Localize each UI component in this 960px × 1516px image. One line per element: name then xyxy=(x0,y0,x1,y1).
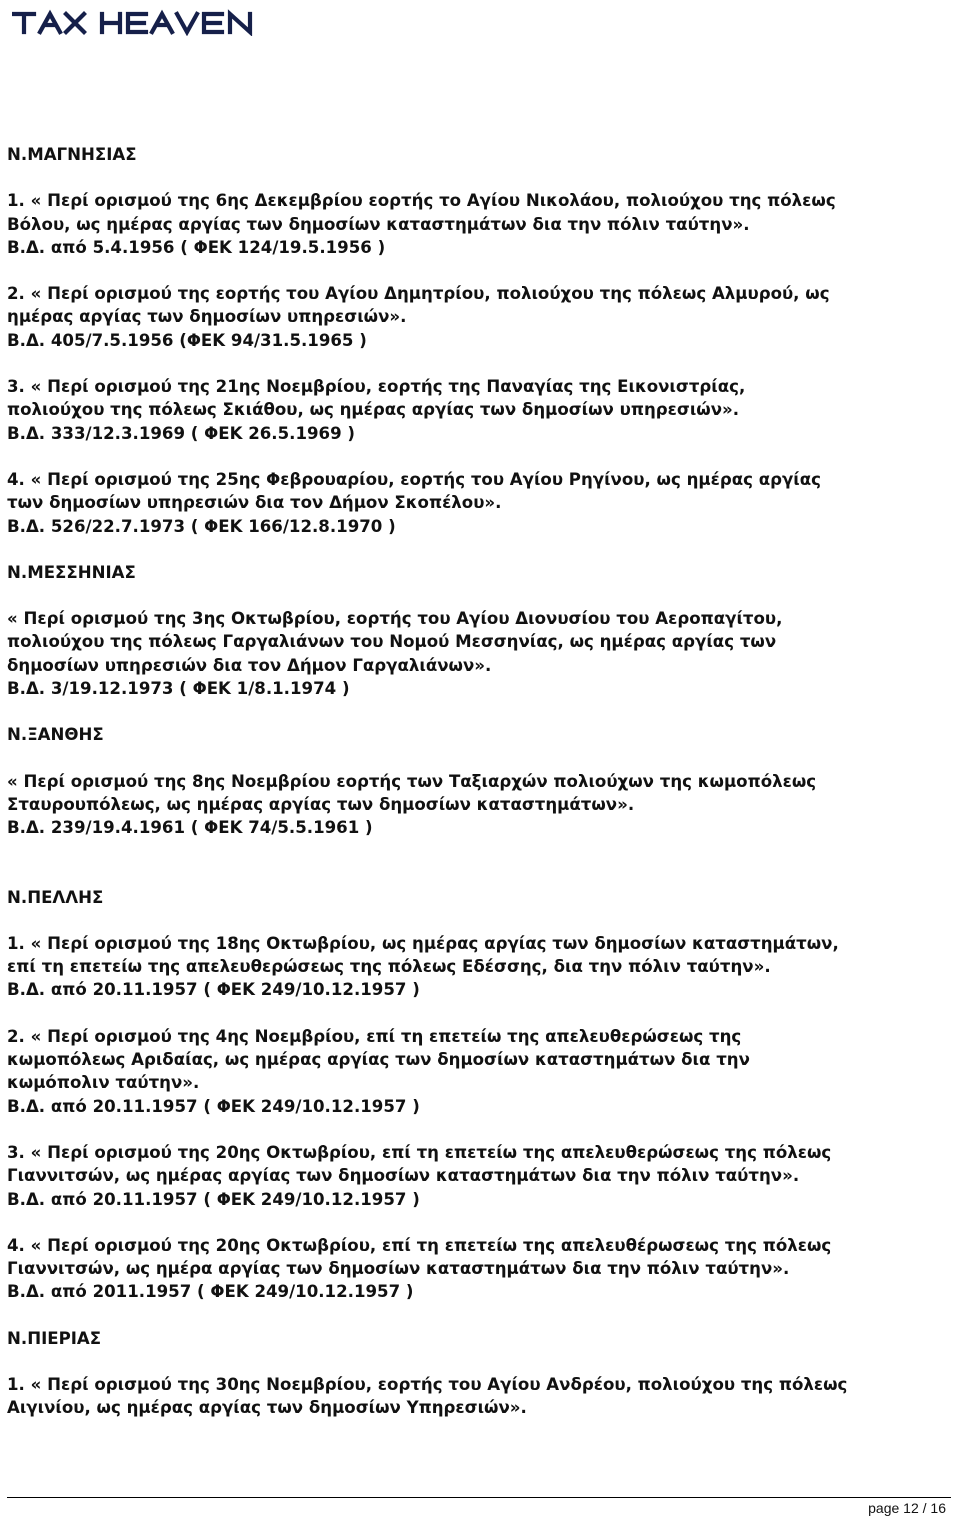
text-line: επί τη επετείω της απελευθερώσεως της πόλεως Εδέσσης, δια την πόλιν ταύτην». xyxy=(7,957,771,977)
text-line: 4. « Περί ορισμού της 25ης Φεβρουαρίου, εορτής του Αγίου Ρηγίνου, ως ημέρας αργίας xyxy=(7,469,822,489)
text-line: Αιγινίου, ως ημέρας αργίας των δημοσίων Υπηρεσιών». xyxy=(7,1398,527,1418)
decree-reference: Β.Δ. 3/19.12.1973 ( ΦΕΚ 1/8.1.1974 ) xyxy=(7,679,350,699)
decree-reference: Β.Δ. από 20.11.1957 ( ΦΕΚ 249/10.12.1957 ) xyxy=(7,980,420,1000)
section-heading-magnisia: Ν.ΜΑΓΝΗΣΙΑΣ xyxy=(7,145,137,164)
text-line: « Περί ορισμού της 8ης Νοεμβρίου εορτής των Ταξιαρχών πολιούχων της κωμοπόλεως xyxy=(7,771,817,791)
decree-reference: Β.Δ. 405/7.5.1956 (ΦΕΚ 94/31.5.1965 ) xyxy=(7,330,367,350)
text-line: 1. « Περί ορισμού της 6ης Δεκεμβρίου εορτής το Αγίου Νικολάου, πολιούχου της πόλεως xyxy=(7,191,836,211)
text-line: ημέρας αργίας των δημοσίων υπηρεσιών». xyxy=(7,307,407,327)
section-heading-messinia: Ν.ΜΕΣΣΗΝΙΑΣ xyxy=(7,562,136,582)
text-line: 2. « Περί ορισμού της εορτής του Αγίου Δημητρίου, πολιούχου της πόλεως Αλμυρού, ως xyxy=(7,284,830,304)
text-line: πολιούχου της πόλεως Γαργαλιάνων του Νομού Μεσσηνίας, ως ημέρας αργίας των xyxy=(7,632,777,652)
text-line: Γιαννιτσών, ως ημέρας αργίας των δημοσίων καταστημάτων δια την πόλιν ταύτην». xyxy=(7,1166,800,1186)
footer-divider xyxy=(7,1497,951,1498)
section-heading-pella: Ν.ΠΕΛΛΗΣ xyxy=(7,887,104,907)
text-line: 3. « Περί ορισμού της 21ης Νοεμβρίου, εορτής της Παναγίας της Εικονιστρίας, xyxy=(7,377,746,397)
text-line: πολιούχου της πόλεως Σκιάθου, ως ημέρας αργίας των δημοσίων υπηρεσιών». xyxy=(7,400,740,420)
page-number: page 12 / 16 xyxy=(868,1500,946,1516)
text-line: των δημοσίων υπηρεσιών δια τον Δήμον Σκοπέλου». xyxy=(7,493,502,513)
tax-heaven-logo xyxy=(12,8,257,36)
decree-reference: Β.Δ. από 2011.1957 ( ΦΕΚ 249/10.12.1957 ) xyxy=(7,1282,414,1302)
text-line: Σταυρουπόλεως, ως ημέρας αργίας των δημοσίων καταστημάτων». xyxy=(7,794,635,814)
section-heading-pieria: Ν.ΠΙΕΡΙΑΣ xyxy=(7,1328,102,1348)
text-line: 4. « Περί ορισμού της 20ης Οκτωβρίου, επί τη επετείω της απελευθέρωσεως της πόλεως xyxy=(7,1235,832,1255)
text-line: 1. « Περί ορισμού της 18ης Οκτωβρίου, ως ημέρας αργίας των δημοσίων καταστημάτων, xyxy=(7,933,839,953)
decree-reference: Β.Δ. 239/19.4.1961 ( ΦΕΚ 74/5.5.1961 ) xyxy=(7,818,373,838)
text-line: 3. « Περί ορισμού της 20ης Οκτωβρίου, επί τη επετείω της απελευθερώσεως της πόλεως xyxy=(7,1142,832,1162)
text-line: κωμοπόλεως Αριδαίας, ως ημέρας αργίας των δημοσίων καταστημάτων δια την xyxy=(7,1050,750,1070)
decree-reference: Β.Δ. 526/22.7.1973 ( ΦΕΚ 166/12.8.1970 ) xyxy=(7,516,396,536)
text-line: κωμόπολιν ταύτην». xyxy=(7,1073,200,1093)
text-line: 1. « Περί ορισμού της 30ης Νοεμβρίου, εορτής του Αγίου Ανδρέου, πολιούχου της πόλεως xyxy=(7,1374,848,1394)
text-line: « Περί ορισμού της 3ης Οκτωβρίου, εορτής του Αγίου Διονυσίου του Αεροπαγίτου, xyxy=(7,609,783,629)
decree-reference: Β.Δ. από 20.11.1957 ( ΦΕΚ 249/10.12.1957 ) xyxy=(7,1189,420,1209)
decree-reference: Β.Δ. από 20.11.1957 ( ΦΕΚ 249/10.12.1957 ) xyxy=(7,1096,420,1116)
section-heading-xanthi: Ν.ΞΑΝΘΗΣ xyxy=(7,725,104,745)
text-line: Βόλου, ως ημέρας αργίας των δημοσίων καταστημάτων δια την πόλιν ταύτην». xyxy=(7,214,750,234)
text-line: 2. « Περί ορισμού της 4ης Νοεμβρίου, επί τη επετείω της απελευθερώσεως της xyxy=(7,1026,742,1046)
text-line: Γιαννιτσών, ως ημέρα αργίας των δημοσίων καταστημάτων δια την πόλιν ταύτην». xyxy=(7,1259,790,1279)
text-line: δημοσίων υπηρεσιών δια τον Δήμον Γαργαλιάνων». xyxy=(7,655,492,675)
document-body xyxy=(7,120,955,1420)
decree-reference: Β.Δ. από 5.4.1956 ( ΦΕΚ 124/19.5.1956 ) xyxy=(7,237,386,257)
decree-reference: Β.Δ. 333/12.3.1969 ( ΦΕΚ 26.5.1969 ) xyxy=(7,423,356,443)
